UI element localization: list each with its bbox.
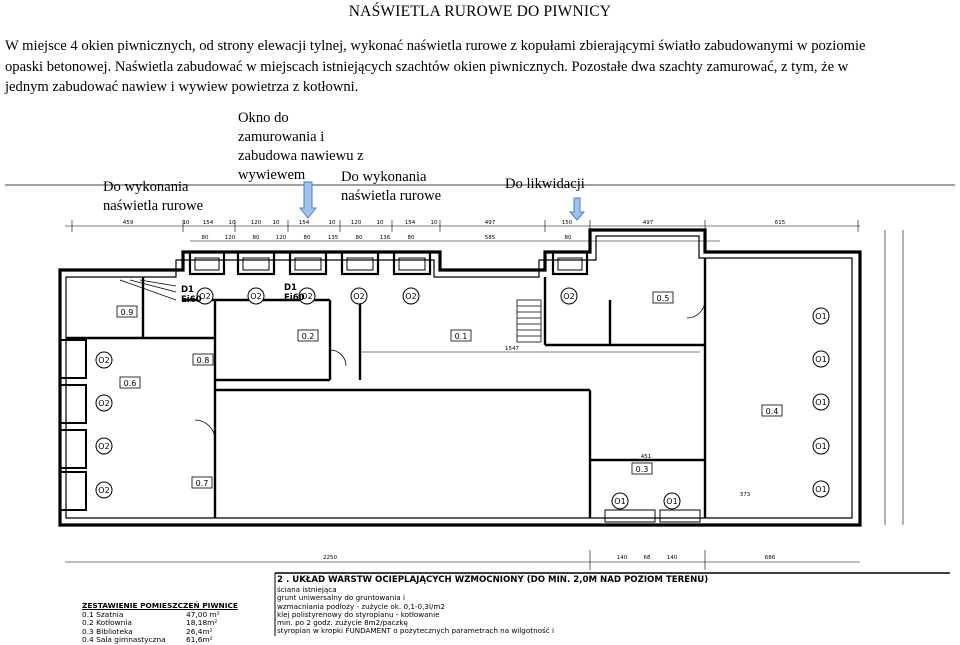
legend-room-name: Szatnia [96, 609, 124, 619]
note-line: Do likwidacji [505, 176, 585, 192]
note-line: naświetla rurowe [341, 188, 442, 204]
svg-text:O1: O1 [815, 398, 827, 407]
layer-line: wzmacniania podłoży - zużycie ok. 0,1-0,3l/m2 [277, 601, 445, 611]
svg-text:O2: O2 [98, 356, 110, 365]
legend-room-area: 26,4m² [186, 626, 213, 636]
dimension-label: 135 [327, 235, 339, 241]
svg-text:0.6: 0.6 [123, 379, 137, 388]
dimension-label: 120 [250, 220, 262, 226]
dimension-label: 120 [350, 220, 362, 226]
layer-line: grunt uniwersalny do gruntowania i [277, 593, 405, 603]
dimension-label: 120 [224, 235, 236, 241]
dimension-label: 150 [561, 220, 573, 226]
note-line: zamurowania i [238, 129, 325, 145]
svg-text:O2: O2 [563, 292, 575, 301]
dimension-label: 80 [407, 235, 415, 241]
dimension-label: 80 [201, 235, 209, 241]
svg-text:O2: O2 [250, 292, 262, 301]
legend-room-name: Biblioteka [96, 626, 133, 636]
layer-line: min. po 2 godz. zużycie 8m2/paczkę [277, 618, 408, 628]
door-label: Ei60 [284, 293, 305, 303]
layer-line: styropian w kropki FUNDAMENT o pożytecznych parametrach na wilgotność i [277, 626, 555, 636]
symbol-o1 [813, 308, 829, 324]
room-label-0-1 [451, 330, 471, 341]
note-line: Do wykonania [103, 179, 189, 195]
note-line: Do wykonania [341, 169, 427, 185]
dimension-label: 10 [376, 220, 384, 226]
note-line: zabudowa nawiewu z [238, 148, 364, 164]
room-label-0-4 [762, 405, 782, 416]
dimension-label: 154 [298, 220, 310, 226]
inner-wall-face [66, 236, 852, 518]
dimension-label: 585 [484, 235, 496, 241]
layers-title: 2 . UKŁAD WARSTW OCIEPLAJĄCYCH WZMOCNIONY (DO MIN. 2,0M NAD POZIOM TERENU) [277, 575, 709, 585]
dimension-label: 459 [122, 220, 134, 226]
room-legend [82, 602, 238, 645]
partition-walls [66, 258, 705, 518]
legend-room-name: Sala gimnastyczna [96, 635, 166, 645]
legend-row [82, 636, 238, 645]
svg-text:O1: O1 [815, 485, 827, 494]
door-label: D1 [181, 285, 194, 295]
symbol-o1 [813, 351, 829, 367]
paragraph-line: W miejsce 4 okien piwnicznych, od strony elewacji tylnej, wykonać naświetla rurowe z kopułami zbierającymi światło zabudowanymi w poziomie [5, 38, 866, 54]
symbol-o2 [351, 288, 367, 304]
svg-text:O2: O2 [405, 292, 417, 301]
dimension-label: 140 [616, 555, 628, 561]
symbol-o2 [403, 288, 419, 304]
room-label-0-8 [193, 354, 213, 365]
svg-text:O2: O2 [98, 486, 110, 495]
side-wells [60, 340, 86, 510]
svg-text:O2: O2 [199, 292, 211, 301]
layer-line: klej polistyrenowy do styropianu - kotłowanie [277, 609, 440, 619]
legend-room-no: 0.1 [82, 609, 94, 619]
svg-text:O1: O1 [815, 442, 827, 451]
svg-text:O1: O1 [666, 497, 678, 506]
dimension-label: 10 [430, 220, 438, 226]
symbol-o2 [248, 288, 264, 304]
arrow-window-icon [300, 182, 316, 218]
dimension-label: 154 [202, 220, 214, 226]
legend-room-no: 0.4 [82, 635, 94, 645]
note-line: wywiewem [238, 167, 306, 183]
dimension-label: 615 [774, 220, 786, 226]
middle-annotation [341, 168, 441, 206]
dimension-label: 10 [228, 220, 236, 226]
dimension-label: 154 [404, 220, 416, 226]
svg-text:0.8: 0.8 [196, 356, 210, 365]
insulation-layers [277, 575, 708, 636]
legend-room-area: 18,18m² [186, 618, 218, 628]
door-swings [195, 300, 705, 440]
dimension-label: 10 [328, 220, 336, 226]
paragraph-line: opaski betonowej. Naświetla zabudować w miejscach istniejących szachtów okien piwnicznych. Pozostałe dwa szachty zamurować, z tym, że w [5, 58, 849, 75]
symbol-o1 [813, 438, 829, 454]
symbol-o1 [664, 493, 680, 509]
symbol-o2 [96, 395, 112, 411]
layer-line: ściana istniejąca [277, 585, 337, 594]
room-label-0-6 [120, 377, 140, 388]
legend-title: ZESTAWIENIE POMIESZCZEŃ PIWNICE [82, 601, 238, 610]
dimension-label: 686 [764, 555, 776, 561]
svg-text:0.7: 0.7 [195, 479, 209, 488]
room-label-0-9 [117, 306, 137, 317]
svg-text:0.5: 0.5 [656, 294, 670, 303]
dimension-label: 497 [484, 220, 496, 226]
right-annotation [505, 175, 585, 194]
svg-text:O1: O1 [815, 355, 827, 364]
left-annotation [103, 178, 203, 216]
svg-text:O1: O1 [815, 312, 827, 321]
legend-room-no: 0.3 [82, 626, 94, 636]
legend-room-area: 61,6m² [186, 635, 213, 645]
room-label-0-7 [192, 477, 212, 488]
dimension-label: 10 [272, 220, 280, 226]
svg-text:O2: O2 [353, 292, 365, 301]
legend-room-name: Kotłownia [96, 618, 132, 628]
outer-wall [60, 230, 860, 525]
dimension-label: 2250 [323, 555, 337, 561]
svg-text:O1: O1 [614, 497, 626, 506]
dimension-label: 497 [642, 220, 654, 226]
svg-text:0.1: 0.1 [454, 332, 468, 341]
dimension-label: 68 [643, 555, 651, 561]
dimension-label: 140 [666, 555, 678, 561]
svg-text:O2: O2 [301, 292, 313, 301]
arrow-liquidation-icon [570, 198, 584, 220]
svg-text:O2: O2 [98, 399, 110, 408]
symbol-o2 [561, 288, 577, 304]
dimension-label: 373 [739, 492, 751, 498]
dimension-label: 10 [182, 220, 190, 226]
symbol-o2 [96, 438, 112, 454]
dimension-label: 80 [564, 235, 572, 241]
dimension-label: 1547 [505, 346, 519, 352]
symbol-o1 [813, 394, 829, 410]
symbol-o2 [96, 482, 112, 498]
svg-text:0.9: 0.9 [120, 308, 134, 317]
dimension-label: 136 [379, 235, 391, 241]
door-label: D1 [284, 283, 297, 293]
bottom-openings [605, 510, 700, 522]
symbol-o2 [96, 352, 112, 368]
dimension-label: 80 [252, 235, 260, 241]
dimension-label: 120 [275, 235, 287, 241]
note-line: naświetla rurowe [103, 198, 204, 214]
note-line: Okno do [238, 110, 289, 126]
dimension-label: 80 [303, 235, 311, 241]
symbol-o1 [612, 493, 628, 509]
dimension-label: 80 [355, 235, 363, 241]
legend-room-area: 47,00 m² [186, 609, 220, 619]
legend-room-no: 0.2 [82, 618, 94, 628]
svg-text:0.2: 0.2 [301, 332, 315, 341]
door-label: Ei60 [181, 295, 202, 305]
paragraph-line: jednym zabudować nawiew i wywiew powietrza z kotłowni. [5, 79, 359, 96]
symbol-o1 [813, 481, 829, 497]
room-label-0-5 [653, 292, 673, 303]
room-label-0-3 [632, 463, 652, 474]
svg-text:O2: O2 [98, 442, 110, 451]
dimension-label: 451 [640, 454, 652, 460]
document-title: NAŚWIETLA RUROWE DO PIWNICY [348, 3, 612, 20]
svg-text:0.4: 0.4 [765, 407, 779, 416]
room-label-0-2 [298, 330, 318, 341]
svg-text:0.3: 0.3 [635, 465, 649, 474]
